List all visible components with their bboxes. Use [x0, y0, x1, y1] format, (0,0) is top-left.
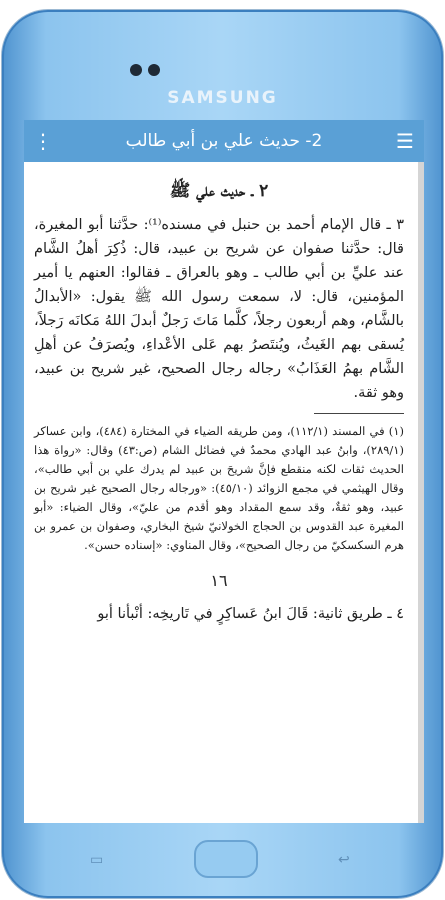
front-sensor — [148, 64, 160, 76]
page-title: 2- حديث علي بن أبي طالب — [125, 131, 323, 151]
front-camera — [130, 64, 142, 76]
book-page[interactable] — [24, 162, 418, 823]
device-brand: SAMSUNG — [167, 88, 278, 108]
page-edge — [418, 162, 424, 823]
phone-frame — [2, 10, 443, 898]
next-page-line: ٤ ـ طريق ثانية: قَالَ ابنُ عَساكِرٍ في تَاريخِه: أنْبأنا أبو — [97, 606, 404, 622]
kebab-icon[interactable]: ⋮ — [33, 129, 53, 153]
hamburger-icon[interactable]: ☰ — [396, 129, 414, 153]
app-screen — [24, 120, 424, 823]
recent-apps-icon[interactable]: ↩ — [338, 852, 350, 868]
back-icon[interactable]: ▭ — [90, 852, 104, 868]
section-heading: ٢ ـ حديث علي ﷺ — [169, 181, 269, 201]
footnote-separator — [314, 413, 404, 414]
app-bar — [24, 120, 424, 162]
hadith-text: ٣ ـ قال الإمام أحمد بن حنبل في مسنده⁽¹⁾: حدَّثنا أبو المغيرة، قال: حدَّثنا صفوان عن شريح بن عبيد، قال: ذُكِرَ أهلُ الشَّام عند عليِّ بن أبي طالب ـ وهو بالعراق ـ فقالوا: العنهم يا أمير المؤمنين، قال: لا، سمعت رسول الله ﷺ يقول: «الأبدالُ بالشَّام، وهم أربعون رجلاً، كلَّما مَاتَ رَجلٌ أبدلَ اللهُ مَكانَه رَجلاً، يُسقى بهم الغَيثُ، ويُنتَصرُ بهم عَلى الأعْداءِ، ويُصرَفُ عن أهلِ الشَّام بهمُ العَذَابُ» رجاله رجال الصحيح، غير شريح بن عبيد، وهو ثقة. — [34, 217, 404, 401]
home-button[interactable] — [194, 840, 258, 878]
footnote-text: (١) في المسند (١١٢/١)، ومن طريقه الضياء في المختارة (٤٨٤)، وابن عساكر (٢٨٩/١)، وابنُ عبد الهادي محمدٌ في فضائل الشام (ص:٤٣) وقال: «رواة هذا الحديث ثقات لكنه منقطع فإنَّ شريحَ بن عبيد لم يدرك علي بن أبي طالب»، وقال الهيثمي في مجمع الزوائد (٤٥/١٠): «ورجاله رجال الصحيح غير شريح بن عبيد، وهو ثقةٌ، وقد سمع المقداد وهو أقدم من عليّ»، وقال الضياء: «أبو المغيرة عبد القدوس بن الحجاج الخولانيّ شيخ البخاري، وصفوان بن عمرو بن هرم السكسكيّ من رجال الصحيح»، وقال المناوي: «إسناده حسن». — [34, 424, 404, 552]
page-number: ١٦ — [210, 571, 228, 590]
